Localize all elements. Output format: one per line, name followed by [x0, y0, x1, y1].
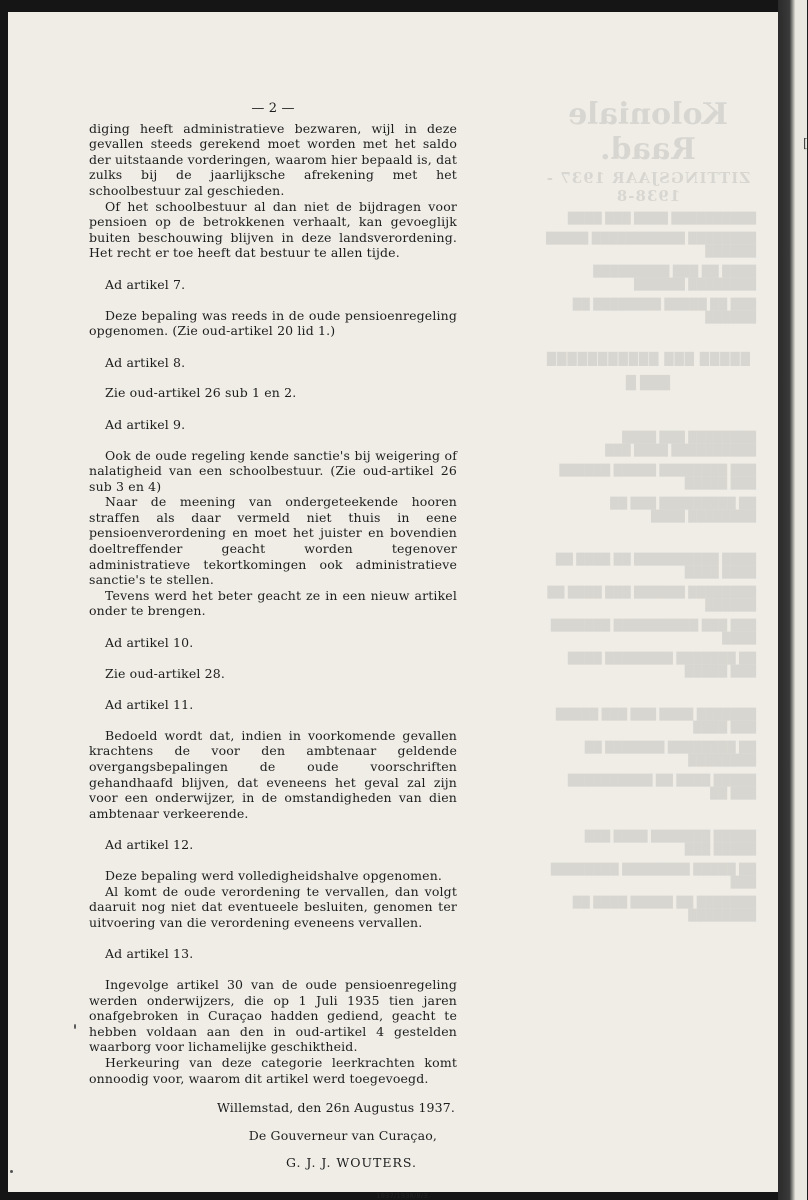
intro-paragraph-2: Of het schoolbestuur al dan niet de bijdragen voor pensioen op de betrokkenen verhaalt, kan gevoeglijk buiten beschouwing blijven in deze landsverordening. Het recht er toe heeft dat bestuur te allen tijde. [89, 198, 457, 261]
art7-text: Deze bepaling was reeds in de oude pensioenregeling opgenomen. (Zie oud-artikel 20 lid 1.) [89, 307, 457, 339]
art8-heading: Ad artikel 8. [105, 354, 186, 370]
signature-place-date: Willemstad, den 26n Augustus 1937. [217, 1100, 455, 1116]
art8-text: Zie oud-artikel 26 sub 1 en 2. [105, 385, 297, 401]
scan-speck [10, 1170, 13, 1173]
document-page [8, 12, 778, 1200]
art9-paragraph-3: Tevens werd het beter geacht ze in een nieuw artikel onder te brengen. [89, 587, 457, 619]
scan-speck [74, 1024, 76, 1029]
signature-name: G. J. J. WOUTERS. [285, 1155, 417, 1171]
art10-heading: Ad artikel 10. [105, 635, 194, 651]
adjacent-page-edge [778, 0, 807, 1200]
art12-paragraph-1: Deze bepaling werd volledigheidshalve opgenomen. [105, 867, 443, 883]
document-body [89, 101, 457, 1171]
art10-text: Zie oud-artikel 28. [105, 665, 225, 681]
art12-heading: Ad artikel 12. [105, 837, 194, 853]
margin-bracket-mark: [ [803, 136, 808, 150]
art11-text: Bedoeld wordt dat, indien in voorkomende gevallen krachtens de voor den ambtenaar geldende overgangsbepalingen de oude voorschriften gehandhaafd blijven, dat eveneens het geval zal zijn voor een onderwijzer, in de omstandigheden van dien ambtenaar verkeerende. [89, 727, 457, 821]
art9-paragraph-1: Ook de oude regeling kende sanctie's bij weigering of nalatigheid van een schoolbestuur. (Zie oud-artikel 26 sub 3 en 4) [89, 447, 457, 494]
art13-paragraph-2: Herkeuring van deze categorie leerkrachten komt onnoodig voor, waarom dit artikel werd toegevoegd. [89, 1054, 457, 1086]
art9-heading: Ad artikel 9. [105, 416, 186, 432]
page-number: — 2 — [251, 101, 295, 116]
art12-paragraph-2: Al komt de oude verordening te vervallen, dan volgt daaruit nog niet dat eventueele besluiten, genomen ter uitvoering van die verordening eveneens vervallen. [89, 883, 457, 930]
art7-heading: Ad artikel 7. [105, 276, 186, 292]
art13-paragraph-1: Ingevolge artikel 30 van de oude pensioenregeling werden onderwijzers, die op 1 Juli 1935 tien jaren onafgebroken in Curaçao hadden gediend, geacht te hebben voldaan aan den in oud-artikel 4 gestelden waarborg voor lichamelijke geschiktheid. [89, 976, 457, 1055]
document-reference-number: 1937/1938/8/3. [376, 1192, 430, 1200]
signature-title: De Gouverneur van Curaçao, [248, 1127, 437, 1143]
intro-paragraph-1: diging heeft administratieve bezwaren, wijl in deze gevallen steeds gerekend moet worden met het saldo der uitstaande vorderingen, waarom hier bepaald is, dat zulks bij de jaarlijksche afrekening met het schoolbestuur zal geschieden. [89, 120, 457, 198]
art9-paragraph-2: Naar de meening van ondergeteekende hooren straffen als daar vermeld niet thuis in eene pensioenverordening en moet het juister en bovendien doeltreffender geacht worden tegenover administratieve tekortkomingen ook administratieve sanctie's te stellen. [89, 494, 457, 588]
bleed-through-image: Koloniale Raad. ZITTINGSJAAR 1937 - 1938-8 ██████████ ████ ███ ████ ████████ ███████████ █████ ██████ ████ ██ ███ █████████ ████████ ██████ ███ ██ █████ ████████ ██ ██████ █████ ███ ███████████ ███ █ ████████ ███ ████ ██████████ ████ ███ ███ ████████ █████ ██████ ███ █████ ██ █████████ ███ ██ ████████ ████ ████ ██████████ ██ ████ ██ ████ ████ ████████ ██████ ███ ████ ██ ██████ ███ ███ ██████████ ███████ ████ ██ ███████ ████████ ████ ███ █████ ███████ ████ ███ ███ █████ ███ ████ ██ ████████ ███████ ██ ████████ █████ ████ ██ ██████████ ███ ██ █████ ███████ ████ ███ █████ ███ ██ █████ ████████ ████████ ███ ███████ ██ █████ ████ ██ ████████ [545, 97, 756, 922]
art11-heading: Ad artikel 11. [105, 697, 194, 713]
art13-heading: Ad artikel 13. [105, 946, 194, 962]
